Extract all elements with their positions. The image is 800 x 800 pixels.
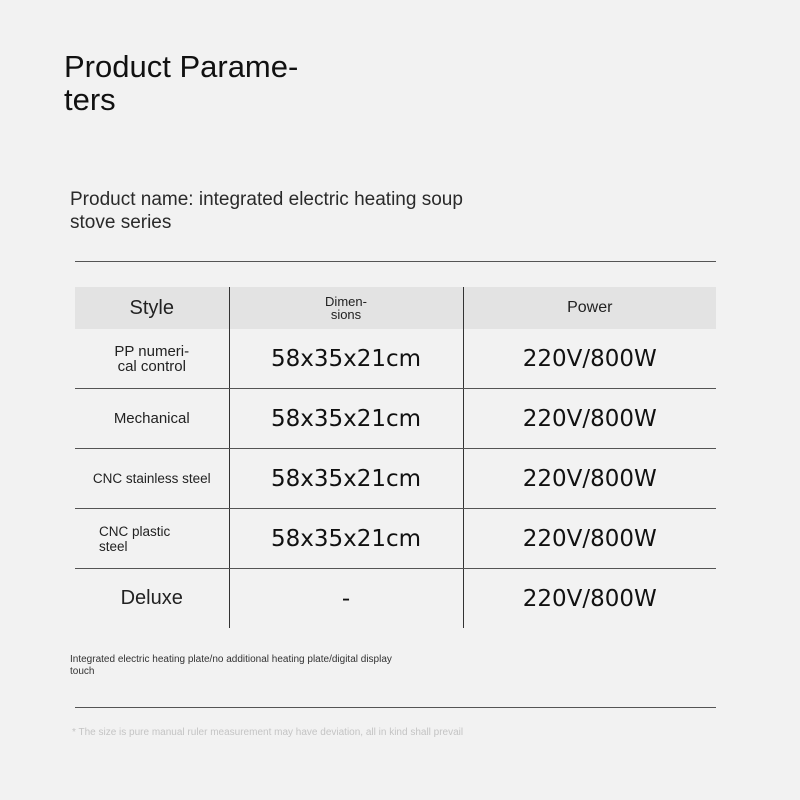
dimensions-cell: -	[229, 569, 463, 629]
product-name: Product name: integrated electric heating soup stove series	[70, 189, 463, 233]
dimensions-cell: 58x35x21cm	[229, 449, 463, 509]
style-cell: PP numeri- cal control	[75, 329, 229, 389]
style-cell: CNC stainless steel	[75, 449, 229, 509]
power-cell: 220V/800W	[522, 585, 657, 612]
divider-top	[75, 261, 716, 262]
page-title: Product Parame- ters	[64, 49, 299, 117]
header-dimensions: Dimen- sions	[229, 287, 463, 329]
style-cell: CNC plastic steel	[75, 509, 229, 569]
feature-note: Integrated electric heating plate/no additional heating plate/digital display touch	[70, 654, 392, 677]
table-row	[75, 329, 716, 389]
dimensions-cell: 58x35x21cm	[229, 509, 463, 569]
dimensions-cell: 58x35x21cm	[229, 329, 463, 389]
power-cell: 220V/800W	[463, 389, 716, 449]
divider-bottom	[75, 707, 716, 708]
style-cell: Mechanical	[75, 389, 229, 449]
table-row	[75, 389, 716, 449]
dimensions-cell: 58x35x21cm	[229, 389, 463, 449]
parameters-table	[75, 287, 716, 628]
table-row	[75, 569, 716, 629]
header-style: Style	[75, 287, 229, 329]
disclaimer: * The size is pure manual ruler measurement may have deviation, all in kind shall prevail	[72, 727, 464, 738]
power-cell: 220V/800W	[463, 449, 716, 509]
table-row	[75, 509, 716, 569]
header-power: Power	[463, 287, 716, 329]
power-cell: 220V/800W	[463, 509, 716, 569]
style-cell: Deluxe	[75, 569, 229, 629]
table-row	[75, 449, 716, 509]
table-header-row	[75, 287, 716, 329]
power-cell: 220V/800W	[463, 329, 716, 389]
